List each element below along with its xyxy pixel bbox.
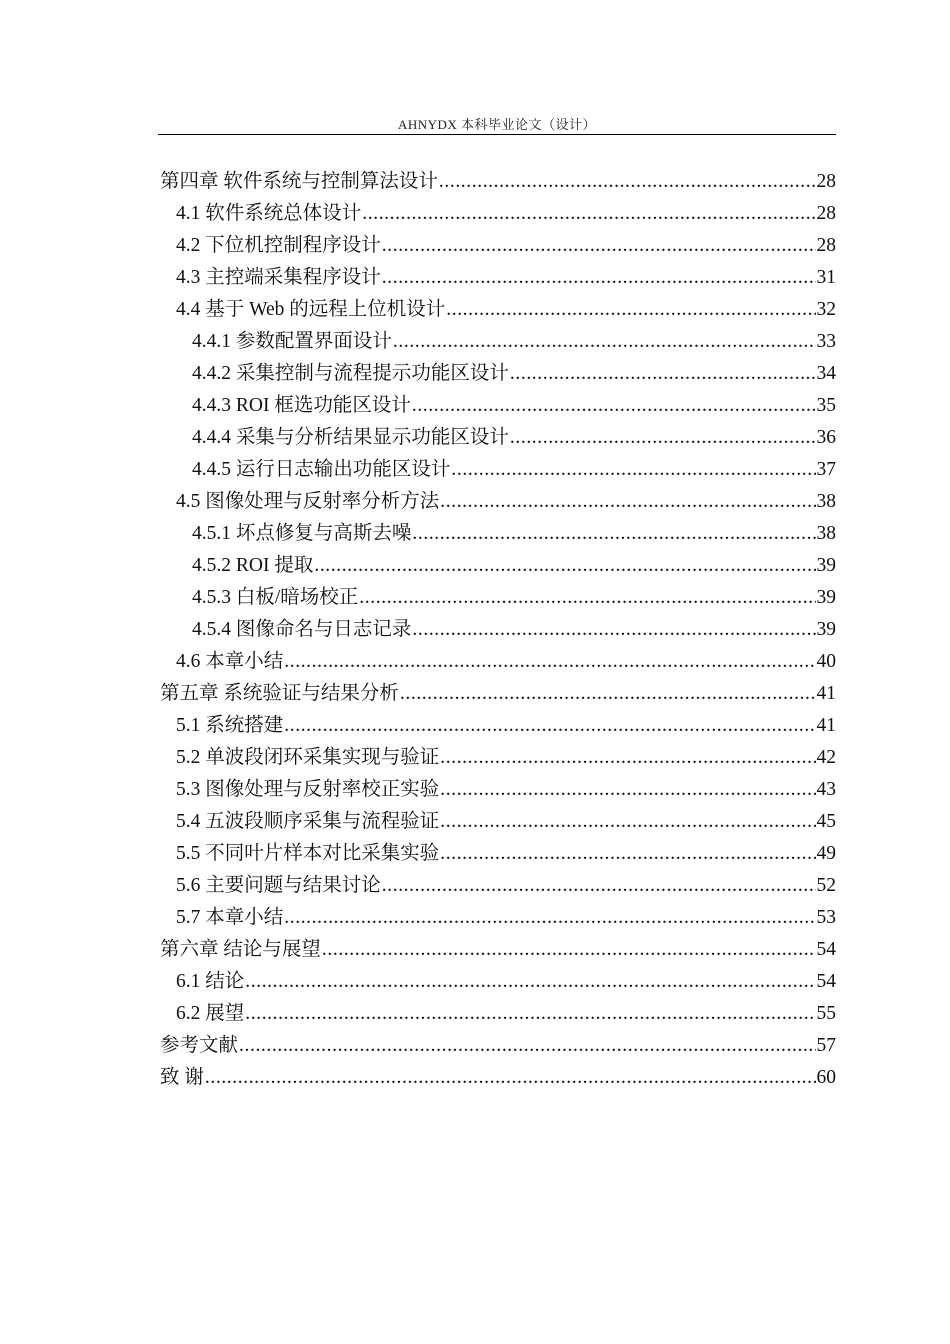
toc-dot-leader — [440, 774, 815, 806]
toc-entry-title: 5.1 系统搭建 — [176, 715, 284, 736]
toc-entry-page-number: 39 — [816, 587, 836, 608]
running-header: AHNYDX 本科毕业论文（设计） — [397, 117, 597, 132]
toc-entry[interactable] — [160, 1062, 836, 1094]
toc-dot-leader — [322, 934, 816, 966]
toc-entry[interactable] — [160, 806, 836, 838]
toc-entry[interactable] — [160, 582, 836, 614]
toc-entry-page-number: 32 — [816, 299, 836, 320]
toc-entry[interactable] — [160, 486, 836, 518]
toc-dot-leader — [382, 230, 816, 262]
toc-entry[interactable] — [160, 518, 836, 550]
toc-entry[interactable] — [160, 838, 836, 870]
toc-dot-leader — [440, 486, 815, 518]
toc-entry-page-number: 38 — [816, 523, 836, 544]
toc-entry-page-number: 45 — [816, 811, 836, 832]
toc-entry[interactable] — [160, 646, 836, 678]
toc-entry[interactable] — [160, 678, 836, 710]
toc-entry[interactable] — [160, 966, 836, 998]
toc-entry-page-number: 31 — [816, 267, 836, 288]
toc-entry[interactable] — [160, 1030, 836, 1062]
toc-entry-page-number: 37 — [816, 459, 836, 480]
toc-entry-page-number: 52 — [816, 875, 836, 896]
toc-dot-leader — [284, 902, 815, 934]
toc-entry[interactable] — [160, 454, 836, 486]
toc-entry-page-number: 35 — [816, 395, 836, 416]
toc-entry[interactable] — [160, 870, 836, 902]
toc-entry-title: 第四章 软件系统与控制算法设计 — [160, 171, 438, 192]
toc-dot-leader — [510, 358, 816, 390]
toc-entry-page-number: 34 — [816, 363, 836, 384]
toc-entry-title: 4.4.3 ROI 框选功能区设计 — [192, 395, 411, 416]
toc-entry-page-number: 39 — [816, 619, 836, 640]
toc-dot-leader — [412, 518, 815, 550]
toc-entry[interactable] — [160, 262, 836, 294]
toc-entry[interactable] — [160, 166, 836, 198]
toc-dot-leader — [245, 998, 815, 1030]
toc-entry-title: 4.2 下位机控制程序设计 — [176, 235, 381, 256]
toc-dot-leader — [314, 550, 815, 582]
toc-entry-page-number: 41 — [816, 715, 836, 736]
toc-dot-leader — [362, 198, 815, 230]
toc-entry-page-number: 39 — [816, 555, 836, 576]
toc-entry-title: 4.4 基于 Web 的远程上位机设计 — [176, 299, 446, 320]
toc-entry-title: 4.5.2 ROI 提取 — [192, 555, 314, 576]
toc-dot-leader — [440, 806, 815, 838]
toc-dot-leader — [393, 326, 816, 358]
toc-entry-title: 6.2 展望 — [176, 1003, 245, 1024]
toc-dot-leader — [446, 294, 815, 326]
toc-entry-title: 4.4.5 运行日志输出功能区设计 — [192, 459, 451, 480]
toc-entry-page-number: 33 — [816, 331, 836, 352]
toc-entry-title: 4.4.1 参数配置界面设计 — [192, 331, 392, 352]
toc-dot-leader — [245, 966, 815, 998]
toc-entry-title: 4.4.2 采集控制与流程提示功能区设计 — [192, 363, 509, 384]
toc-entry-title: 5.2 单波段闭环采集实现与验证 — [176, 747, 440, 768]
toc-entry-title: 5.7 本章小结 — [176, 907, 284, 928]
toc-dot-leader — [400, 678, 816, 710]
toc-entry[interactable] — [160, 902, 836, 934]
toc-entry-page-number: 28 — [816, 203, 836, 224]
toc-entry-page-number: 40 — [816, 651, 836, 672]
toc-entry-title: 4.6 本章小结 — [176, 651, 284, 672]
toc-dot-leader — [382, 870, 816, 902]
toc-entry-page-number: 43 — [816, 779, 836, 800]
toc-dot-leader — [510, 422, 816, 454]
toc-entry-title: 4.1 软件系统总体设计 — [176, 203, 362, 224]
toc-dot-leader — [440, 742, 815, 774]
toc-dot-leader — [451, 454, 815, 486]
toc-entry-page-number: 28 — [816, 171, 836, 192]
toc-entry[interactable] — [160, 742, 836, 774]
toc-entry-title: 第六章 结论与展望 — [160, 939, 321, 960]
toc-entry[interactable] — [160, 230, 836, 262]
toc-entry-title: 6.1 结论 — [176, 971, 245, 992]
toc-dot-leader — [239, 1030, 815, 1062]
toc-entry-title: 4.5.3 白板/暗场校正 — [192, 587, 359, 608]
toc-entry[interactable] — [160, 614, 836, 646]
toc-entry-title: 第五章 系统验证与结果分析 — [160, 683, 399, 704]
toc-entry-title: 4.5 图像处理与反射率分析方法 — [176, 491, 440, 512]
table-of-contents — [160, 166, 836, 1094]
toc-entry-page-number: 54 — [816, 971, 836, 992]
toc-dot-leader — [359, 582, 815, 614]
toc-entry-title: 4.5.1 坏点修复与高斯去噪 — [192, 523, 412, 544]
toc-dot-leader — [284, 710, 815, 742]
header-rule — [158, 134, 836, 135]
toc-entry-title: 参考文献 — [160, 1035, 239, 1056]
toc-dot-leader — [205, 1062, 816, 1094]
toc-entry-title: 5.4 五波段顺序采集与流程验证 — [176, 811, 440, 832]
toc-entry-page-number: 57 — [816, 1035, 836, 1056]
toc-entry[interactable] — [160, 998, 836, 1030]
toc-entry-page-number: 36 — [816, 427, 836, 448]
toc-entry[interactable] — [160, 198, 836, 230]
toc-entry-title: 4.4.4 采集与分析结果显示功能区设计 — [192, 427, 509, 448]
toc-entry-page-number: 38 — [816, 491, 836, 512]
toc-entry[interactable] — [160, 550, 836, 582]
toc-entry-title: 5.3 图像处理与反射率校正实验 — [176, 779, 440, 800]
toc-entry-title: 4.5.4 图像命名与日志记录 — [192, 619, 412, 640]
toc-entry-page-number: 60 — [816, 1067, 836, 1088]
toc-entry[interactable] — [160, 422, 836, 454]
toc-dot-leader — [412, 390, 816, 422]
toc-entry-page-number: 54 — [816, 939, 836, 960]
toc-entry-title: 4.3 主控端采集程序设计 — [176, 267, 381, 288]
toc-entry[interactable] — [160, 934, 836, 966]
toc-dot-leader — [284, 646, 815, 678]
toc-entry-page-number: 49 — [816, 843, 836, 864]
toc-entry[interactable] — [160, 326, 836, 358]
toc-entry[interactable] — [160, 294, 836, 326]
toc-entry[interactable] — [160, 774, 836, 806]
toc-entry[interactable] — [160, 390, 836, 422]
toc-entry[interactable] — [160, 358, 836, 390]
toc-entry-page-number: 53 — [816, 907, 836, 928]
toc-dot-leader — [439, 166, 816, 198]
toc-entry-page-number: 42 — [816, 747, 836, 768]
toc-entry-title: 5.6 主要问题与结果讨论 — [176, 875, 381, 896]
toc-entry-title: 5.5 不同叶片样本对比采集实验 — [176, 843, 440, 864]
toc-entry-page-number: 55 — [816, 1003, 836, 1024]
toc-entry-title: 致 谢 — [160, 1067, 204, 1088]
toc-dot-leader — [412, 614, 815, 646]
toc-entry-page-number: 28 — [816, 235, 836, 256]
toc-entry[interactable] — [160, 710, 836, 742]
toc-entry-page-number: 41 — [816, 683, 836, 704]
toc-dot-leader — [382, 262, 816, 294]
toc-dot-leader — [440, 838, 815, 870]
